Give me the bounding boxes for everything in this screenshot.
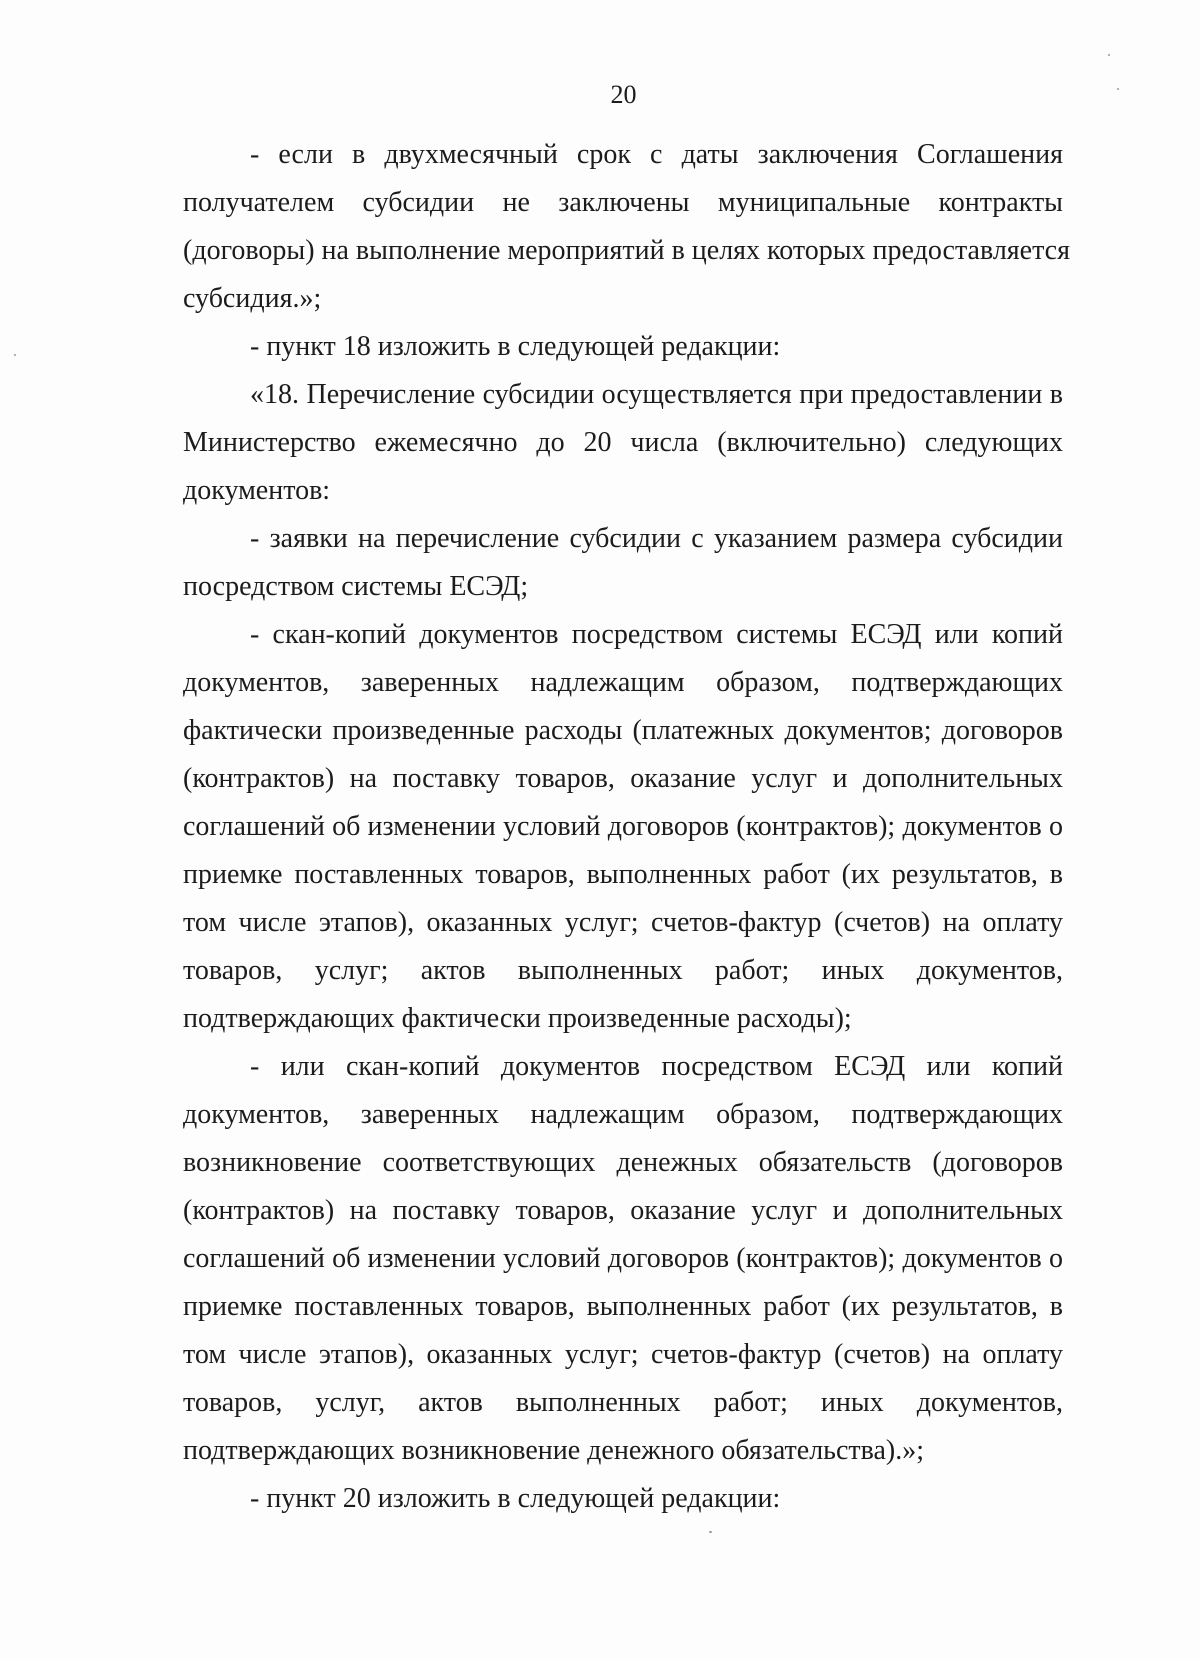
scan-speck — [1108, 54, 1110, 56]
text-line: товаров, услуг, актов выполненных работ; иных документов, — [183, 1387, 1063, 1418]
text-line: - заявки на перечисление субсидии с указанием размера субсидии — [250, 523, 1063, 554]
page-number: 20 — [610, 80, 637, 109]
text-line: Министерство ежемесячно до 20 числа (включительно) следующих — [183, 427, 1063, 458]
scan-speck — [14, 354, 16, 356]
text-line: «18. Перечисление субсидии осуществляется при предоставлении в — [250, 379, 1063, 410]
document-body — [183, 131, 1070, 1523]
text-line: приемке поставленных товаров, выполненных работ (их результатов, в — [183, 859, 1063, 890]
text-line: документов, заверенных надлежащим образом, подтверждающих — [183, 1099, 1063, 1130]
text-line: товаров, услуг; актов выполненных работ; иных документов, — [183, 955, 1063, 986]
text-line: (контрактов) на поставку товаров, оказание услуг и дополнительных — [183, 1195, 1063, 1226]
text-line: том числе этапов), оказанных услуг; счетов-фактур (счетов) на оплату — [183, 907, 1063, 938]
text-line: - если в двухмесячный срок с даты заключения Соглашения — [250, 139, 1063, 170]
text-line: - пункт 18 изложить в следующей редакции: — [250, 331, 781, 362]
text-line: том числе этапов), оказанных услуг; счетов-фактур (счетов) на оплату — [183, 1339, 1063, 1370]
text-line: возникновение соответствующих денежных обязательств (договоров — [183, 1147, 1063, 1178]
text-line: - скан-копий документов посредством системы ЕСЭД или копий — [250, 619, 1063, 650]
text-line: посредством системы ЕСЭД; — [183, 571, 529, 602]
text-line: субсидия.»; — [183, 283, 322, 314]
text-line: документов, заверенных надлежащим образом, подтверждающих — [183, 667, 1063, 698]
text-line: - пункт 20 изложить в следующей редакции: — [250, 1483, 781, 1514]
text-line: приемке поставленных товаров, выполненных работ (их результатов, в — [183, 1291, 1063, 1322]
text-line: (контрактов) на поставку товаров, оказание услуг и дополнительных — [183, 763, 1063, 794]
text-line: (договоры) на выполнение мероприятий в целях которых предоставляется — [183, 235, 1070, 266]
text-line: соглашений об изменении условий договоров (контрактов); документов о — [183, 811, 1063, 842]
scan-speck — [709, 1531, 712, 1533]
text-line: получателем субсидии не заключены муниципальные контракты — [183, 187, 1063, 218]
text-line: подтверждающих фактически произведенные расходы); — [183, 1003, 852, 1034]
text-line: подтверждающих возникновение денежного обязательства).»; — [183, 1435, 925, 1466]
text-line: соглашений об изменении условий договоров (контрактов); документов о — [183, 1243, 1063, 1274]
scan-speck — [1117, 88, 1119, 90]
text-line: фактически произведенные расходы (платежных документов; договоров — [183, 715, 1063, 746]
text-line: - или скан-копий документов посредством ЕСЭД или копий — [250, 1051, 1063, 1082]
text-line: документов: — [183, 475, 331, 506]
